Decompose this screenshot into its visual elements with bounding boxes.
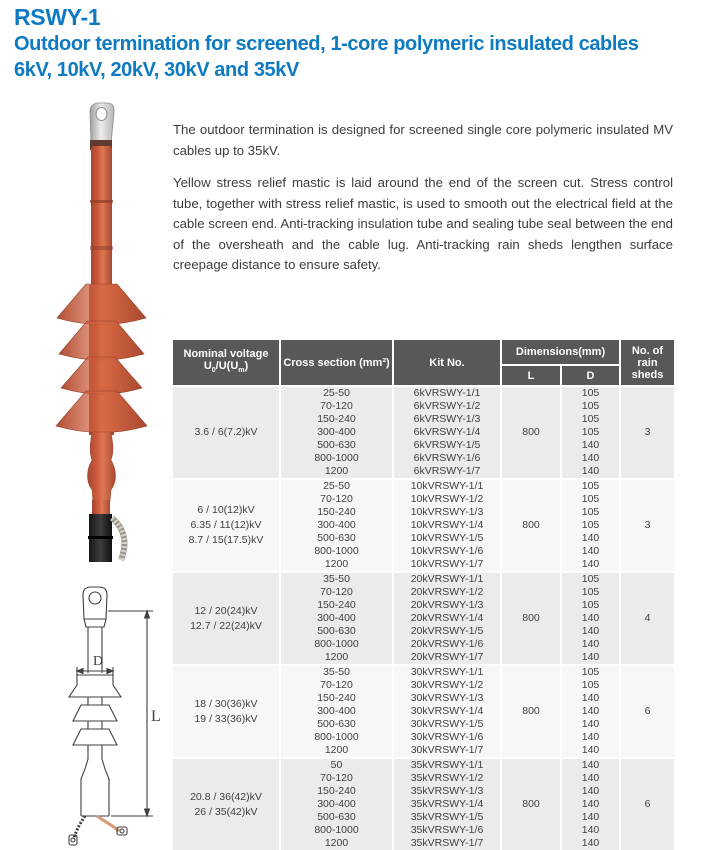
table-row	[173, 665, 674, 679]
kit-no-cell: 10kVRSWY-1/5	[393, 532, 501, 545]
kit-no-cell: 30kVRSWY-1/3	[393, 692, 501, 705]
kit-no-cell: 35kVRSWY-1/1	[393, 758, 501, 772]
cross-section-cell: 300-400	[280, 798, 393, 811]
page-subtitle-line2: 6kV, 10kV, 20kV, 30kV and 35kV	[14, 59, 299, 81]
dimension-d-cell: 105	[561, 586, 620, 599]
title-block	[14, 4, 716, 83]
voltage-line: 12.7 / 22(24)kV	[190, 619, 262, 632]
cross-section-cell: 500-630	[280, 532, 393, 545]
cross-section-cell: 35-50	[280, 665, 393, 679]
kit-no-cell: 35kVRSWY-1/4	[393, 798, 501, 811]
kit-no-cell: 30kVRSWY-1/2	[393, 679, 501, 692]
dimension-l-cell: 800	[501, 758, 561, 850]
dimension-d-cell: 140	[561, 785, 620, 798]
dimension-d-cell: 140	[561, 651, 620, 665]
drawing-label-d: D	[93, 654, 104, 669]
header-dimension-d: D	[561, 365, 620, 386]
header-nominal-voltage-line1: Nominal voltage	[183, 347, 269, 360]
kit-no-cell: 30kVRSWY-1/5	[393, 718, 501, 731]
nominal-voltage-cell	[173, 386, 280, 479]
dimension-d-cell: 140	[561, 758, 620, 772]
dimension-d-cell: 140	[561, 532, 620, 545]
dimension-d-cell: 140	[561, 798, 620, 811]
voltage-line: 3.6 / 6(7.2)kV	[194, 426, 258, 438]
kit-no-cell: 20kVRSWY-1/4	[393, 612, 501, 625]
dimension-d-cell: 105	[561, 493, 620, 506]
kit-no-cell: 6kVRSWY-1/4	[393, 426, 501, 439]
dimension-d-cell: 140	[561, 692, 620, 705]
cross-section-cell: 1200	[280, 837, 393, 850]
cross-section-cell: 1200	[280, 651, 393, 665]
kit-no-cell: 10kVRSWY-1/4	[393, 519, 501, 532]
cross-section-cell: 1200	[280, 465, 393, 479]
cross-section-cell: 1200	[280, 744, 393, 758]
kit-no-cell: 6kVRSWY-1/3	[393, 413, 501, 426]
header-rain-sheds-line1: No. of	[631, 344, 664, 357]
cross-section-cell: 1200	[280, 558, 393, 572]
cross-section-cell: 500-630	[280, 718, 393, 731]
cross-section-cell: 25-50	[280, 386, 393, 400]
kit-no-cell: 20kVRSWY-1/6	[393, 638, 501, 651]
kit-no-cell: 35kVRSWY-1/6	[393, 824, 501, 837]
cross-section-cell: 50	[280, 758, 393, 772]
cross-section-cell: 800-1000	[280, 731, 393, 744]
kit-no-cell: 35kVRSWY-1/5	[393, 811, 501, 824]
intro-paragraph-2: Yellow stress relief mastic is laid around the end of the screen cut. Stress control tube, together with stress relief mastic, is used to smooth out the electrical field at the cable screen end. Anti-tracking insulation tube and sealing tube seal between the end of the oversheath and the cable lug. Anti-tracking rain sheds lengthen surface creepage distance to ensure safety.	[173, 175, 673, 272]
cross-section-cell: 150-240	[280, 692, 393, 705]
kit-no-cell: 10kVRSWY-1/3	[393, 506, 501, 519]
kit-no-cell: 10kVRSWY-1/1	[393, 479, 501, 493]
cross-section-cell: 800-1000	[280, 452, 393, 465]
cross-section-cell: 300-400	[280, 705, 393, 718]
intro-text	[173, 120, 673, 288]
dimension-d-cell: 140	[561, 612, 620, 625]
dimension-d-cell: 105	[561, 506, 620, 519]
dimension-d-cell: 105	[561, 519, 620, 532]
kit-no-cell: 6kVRSWY-1/7	[393, 465, 501, 479]
kit-no-cell: 35kVRSWY-1/7	[393, 837, 501, 850]
rain-sheds-cell: 3	[620, 386, 674, 479]
dimension-d-cell: 140	[561, 465, 620, 479]
dimension-d-cell: 140	[561, 837, 620, 850]
cross-section-cell: 500-630	[280, 625, 393, 638]
table-row	[173, 386, 674, 400]
dimension-d-cell: 140	[561, 439, 620, 452]
dimension-d-cell: 140	[561, 705, 620, 718]
dimension-d-cell: 105	[561, 479, 620, 493]
header-dimension-l: L	[501, 365, 561, 386]
kit-no-cell: 10kVRSWY-1/2	[393, 493, 501, 506]
cross-section-cell: 800-1000	[280, 545, 393, 558]
kit-no-cell: 30kVRSWY-1/6	[393, 731, 501, 744]
nominal-voltage-cell	[173, 572, 280, 665]
kit-no-cell: 30kVRSWY-1/7	[393, 744, 501, 758]
header-cross-section: Cross section (mm²)	[280, 340, 393, 386]
kit-no-cell: 20kVRSWY-1/7	[393, 651, 501, 665]
kit-no-cell: 20kVRSWY-1/5	[393, 625, 501, 638]
kit-no-cell: 10kVRSWY-1/7	[393, 558, 501, 572]
dimension-l-cell: 800	[501, 479, 561, 572]
cross-section-cell: 70-120	[280, 679, 393, 692]
rain-sheds-cell: 6	[620, 758, 674, 850]
kit-no-cell: 6kVRSWY-1/5	[393, 439, 501, 452]
cross-section-cell: 70-120	[280, 400, 393, 413]
kit-no-cell: 6kVRSWY-1/6	[393, 452, 501, 465]
voltage-line: 20.8 / 36(42)kV	[190, 790, 262, 803]
kit-no-cell: 35kVRSWY-1/2	[393, 772, 501, 785]
cross-section-cell: 500-630	[280, 811, 393, 824]
dimension-d-cell: 140	[561, 718, 620, 731]
drawing-label-l: L	[151, 708, 161, 725]
header-dimensions: Dimensions(mm)	[501, 340, 620, 365]
header-rain-sheds-line2: rain sheds	[631, 356, 664, 381]
voltage-line: 12 / 20(24)kV	[194, 604, 258, 617]
termination-photo-graphic	[20, 100, 160, 562]
table-row	[173, 758, 674, 772]
cross-section-cell: 300-400	[280, 426, 393, 439]
header-kit-no: Kit No.	[393, 340, 501, 386]
dimension-d-cell: 105	[561, 413, 620, 426]
technical-drawing	[25, 583, 165, 847]
cross-section-cell: 150-240	[280, 785, 393, 798]
kit-no-cell: 20kVRSWY-1/3	[393, 599, 501, 612]
voltage-line: 19 / 33(36)kV	[194, 712, 258, 725]
spec-table-body	[173, 386, 674, 850]
cross-section-cell: 300-400	[280, 612, 393, 625]
kit-no-cell: 30kVRSWY-1/4	[393, 705, 501, 718]
dimension-l-cell: 800	[501, 386, 561, 479]
dimension-d-cell: 140	[561, 558, 620, 572]
voltage-line: 8.7 / 15(17.5)kV	[188, 534, 264, 546]
termination-drawing-graphic	[25, 583, 165, 847]
kit-no-cell: 35kVRSWY-1/3	[393, 785, 501, 798]
dimension-l-cell: 800	[501, 665, 561, 758]
kit-no-cell: 6kVRSWY-1/2	[393, 400, 501, 413]
header-nominal-voltage-line2: $U_0/U(U_m)$	[203, 359, 249, 375]
dimension-d-cell: 140	[561, 638, 620, 651]
cross-section-cell: 70-120	[280, 772, 393, 785]
header-rain-sheds	[620, 340, 674, 386]
rain-sheds-cell: 4	[620, 572, 674, 665]
cross-section-cell: 70-120	[280, 493, 393, 506]
nominal-voltage-cell	[173, 479, 280, 572]
intro-paragraph-1: The outdoor termination is designed for screened single core polymeric insulated MV cables up to 35kV.	[173, 122, 673, 158]
kit-no-cell: 6kVRSWY-1/1	[393, 386, 501, 400]
dimension-d-cell: 105	[561, 400, 620, 413]
dimension-d-cell: 140	[561, 625, 620, 638]
dimension-d-cell: 105	[561, 386, 620, 400]
spec-table	[173, 340, 674, 850]
voltage-line: 6 / 10(12)kV	[197, 504, 255, 516]
cross-section-cell: 800-1000	[280, 824, 393, 837]
table-row	[173, 479, 674, 493]
header-nominal-voltage	[173, 340, 280, 386]
dimension-d-cell: 105	[561, 679, 620, 692]
cross-section-cell: 800-1000	[280, 638, 393, 651]
cross-section-cell: 70-120	[280, 586, 393, 599]
kit-no-cell: 20kVRSWY-1/2	[393, 586, 501, 599]
kit-no-cell: 20kVRSWY-1/1	[393, 572, 501, 586]
page-subtitle-line1: Outdoor termination for screened, 1-core polymeric insulated cables	[14, 33, 639, 55]
dimension-d-cell: 140	[561, 811, 620, 824]
page-title: RSWY-1	[14, 4, 101, 30]
dimension-d-cell: 140	[561, 772, 620, 785]
cross-section-cell: 300-400	[280, 519, 393, 532]
dimension-d-cell: 140	[561, 545, 620, 558]
nominal-voltage-cell	[173, 665, 280, 758]
dimension-d-cell: 105	[561, 599, 620, 612]
kit-no-cell: 10kVRSWY-1/6	[393, 545, 501, 558]
dimension-d-cell: 140	[561, 452, 620, 465]
cross-section-cell: 150-240	[280, 506, 393, 519]
dimension-d-cell: 105	[561, 426, 620, 439]
table-row	[173, 572, 674, 586]
spec-table-header	[173, 340, 674, 386]
cross-section-cell: 150-240	[280, 599, 393, 612]
voltage-line: 26 / 35(42)kV	[194, 805, 258, 818]
kit-no-cell: 30kVRSWY-1/1	[393, 665, 501, 679]
nominal-voltage-cell	[173, 758, 280, 850]
rain-sheds-cell: 3	[620, 479, 674, 572]
rain-sheds-cell: 6	[620, 665, 674, 758]
dimension-d-cell: 140	[561, 731, 620, 744]
dimension-d-cell: 140	[561, 744, 620, 758]
cross-section-cell: 500-630	[280, 439, 393, 452]
cross-section-cell: 25-50	[280, 479, 393, 493]
voltage-line: 18 / 30(36)kV	[194, 697, 258, 710]
dimension-l-cell: 800	[501, 572, 561, 665]
product-photo	[20, 100, 160, 562]
header-row-1	[173, 340, 674, 365]
dimension-d-cell: 105	[561, 572, 620, 586]
dimension-d-cell: 140	[561, 824, 620, 837]
cross-section-cell: 35-50	[280, 572, 393, 586]
voltage-line: 6.35 / 11(12)kV	[190, 519, 262, 531]
cross-section-cell: 150-240	[280, 413, 393, 426]
dimension-d-cell: 105	[561, 665, 620, 679]
